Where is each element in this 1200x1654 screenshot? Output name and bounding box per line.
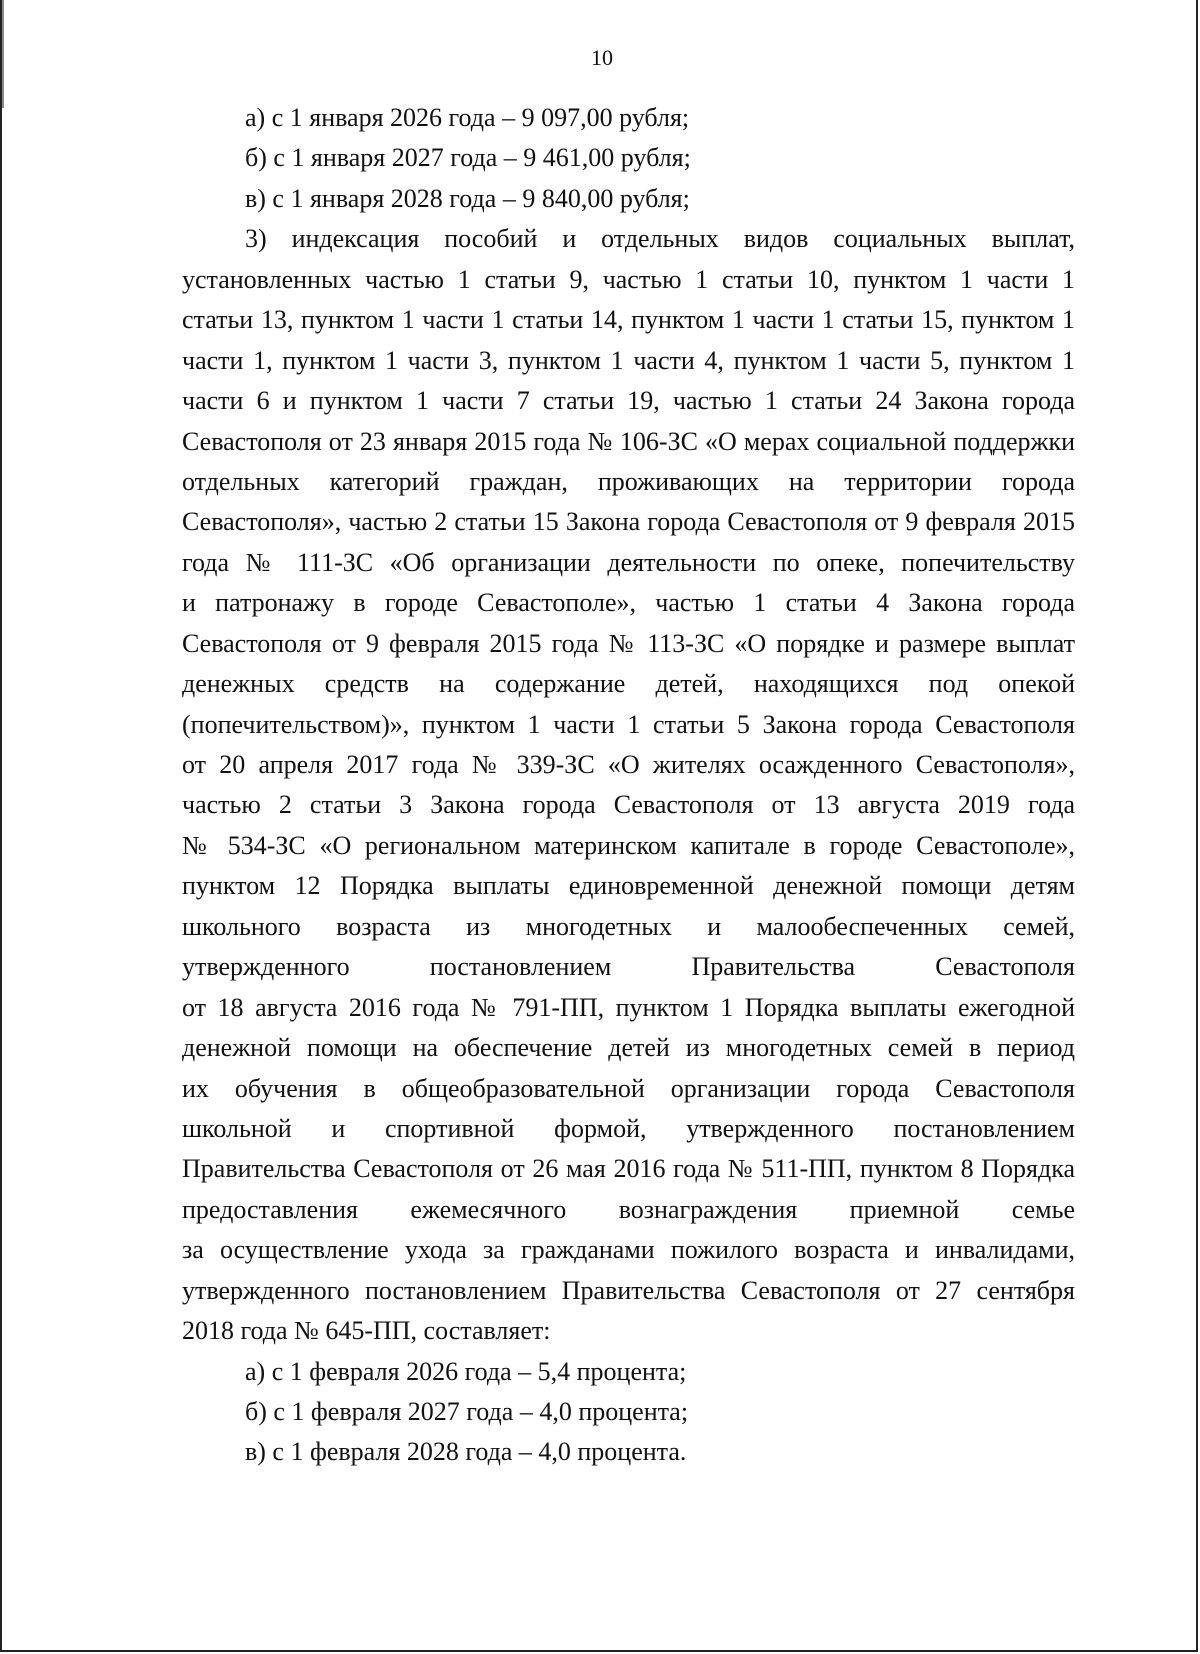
scan-edge-shadow [2, 0, 4, 108]
list-item-rubles-b: б) с 1 января 2027 года – 9 461,00 рубля; [245, 143, 691, 173]
paragraph-line: и патронажу в городе Севастополе», частью 1 статьи 4 Закона города [182, 588, 1075, 618]
paragraph-line: части 6 и пунктом 1 части 7 статьи 19, частью 1 статьи 24 Закона города [182, 386, 1075, 416]
paragraph-line: денежных средств на содержание детей, находящихся под опекой [182, 669, 1075, 699]
paragraph-line: № 534-ЗС «О региональном материнском капитале в городе Севастополе», [182, 830, 1075, 860]
paragraph-line: предоставления ежемесячного вознаграждения приемной семье [182, 1194, 1075, 1224]
paragraph-line: Севастополя от 9 февраля 2015 года № 113-ЗС «О порядке и размере выплат [182, 628, 1075, 658]
paragraph-line: от 20 апреля 2017 года № 339-ЗС «О жителях осажденного Севастополя», [182, 750, 1075, 779]
list-item-percent-a: а) с 1 февраля 2026 года – 5,4 процента; [245, 1356, 687, 1386]
paragraph-line: утвержденного постановлением Правительства Севастополя от 27 сентября [182, 1275, 1075, 1305]
page-number: 10 [591, 45, 613, 70]
paragraph-line: утвержденного постановлением Правительства Севастополя [182, 952, 1075, 982]
paragraph-line: школьного возраста из многодетных и малообеспеченных семей, [182, 911, 1075, 941]
list-item-percent-b: б) с 1 февраля 2027 года – 4,0 процента; [245, 1397, 689, 1426]
paragraph-line: школьной и спортивной формой, утвержденного постановлением [182, 1113, 1075, 1143]
paragraph-line-last: 2018 года № 645-ПП, составляет: [182, 1316, 551, 1346]
list-item-percent-c: в) с 1 февраля 2028 года – 4,0 процента. [245, 1437, 687, 1467]
paragraph-line: за осуществление ухода за гражданами пожилого возраста и инвалидами, [182, 1235, 1075, 1265]
paragraph-line: от 18 августа 2016 года № 791-ПП, пунктом 1 Порядка выплаты ежегодной [182, 992, 1075, 1022]
paragraph-line: года № 111-ЗС «Об организации деятельности по опеке, попечительству [182, 547, 1075, 577]
paragraph-line: денежной помощи на обеспечение детей из многодетных семей в период [182, 1033, 1075, 1063]
paragraph-line: статьи 13, пунктом 1 части 1 статьи 14, пунктом 1 части 1 статьи 15, пунктом 1 [182, 305, 1075, 335]
paragraph-line: Правительства Севастополя от 26 мая 2016 года № 511-ПП, пунктом 8 Порядка [182, 1154, 1075, 1184]
paragraph-line: их обучения в общеобразовательной организации города Севастополя [182, 1073, 1075, 1103]
paragraph-line: установленных частью 1 статьи 9, частью 1 статьи 10, пунктом 1 части 1 [182, 264, 1075, 294]
paragraph-line: Севастополя», частью 2 статьи 15 Закона города Севастополя от 9 февраля 2015 [182, 507, 1075, 537]
document-body [182, 98, 1075, 1473]
list-item-rubles-c: в) с 1 января 2028 года – 9 840,00 рубля; [245, 183, 690, 213]
paragraph-line: пунктом 12 Порядка выплаты единовременной денежной помощи детям [182, 871, 1075, 901]
paragraph-line: Севастополя от 23 января 2015 года № 106-ЗС «О мерах социальной поддержки [182, 426, 1075, 456]
paragraph-line: части 1, пунктом 1 части 3, пунктом 1 части 4, пунктом 1 части 5, пунктом 1 [182, 345, 1075, 375]
list-item-rubles-a: а) с 1 января 2026 года – 9 097,00 рубля; [245, 103, 690, 132]
paragraph-line: частью 2 статьи 3 Закона города Севастополя от 13 августа 2019 года [182, 790, 1075, 820]
paragraph-line: (попечительством)», пунктом 1 части 1 статьи 5 Закона города Севастополя [182, 709, 1075, 739]
paragraph-line: отдельных категорий граждан, проживающих на территории города [182, 466, 1075, 496]
paragraph-line: 3) индексация пособий и отдельных видов социальных выплат, [245, 224, 1075, 254]
